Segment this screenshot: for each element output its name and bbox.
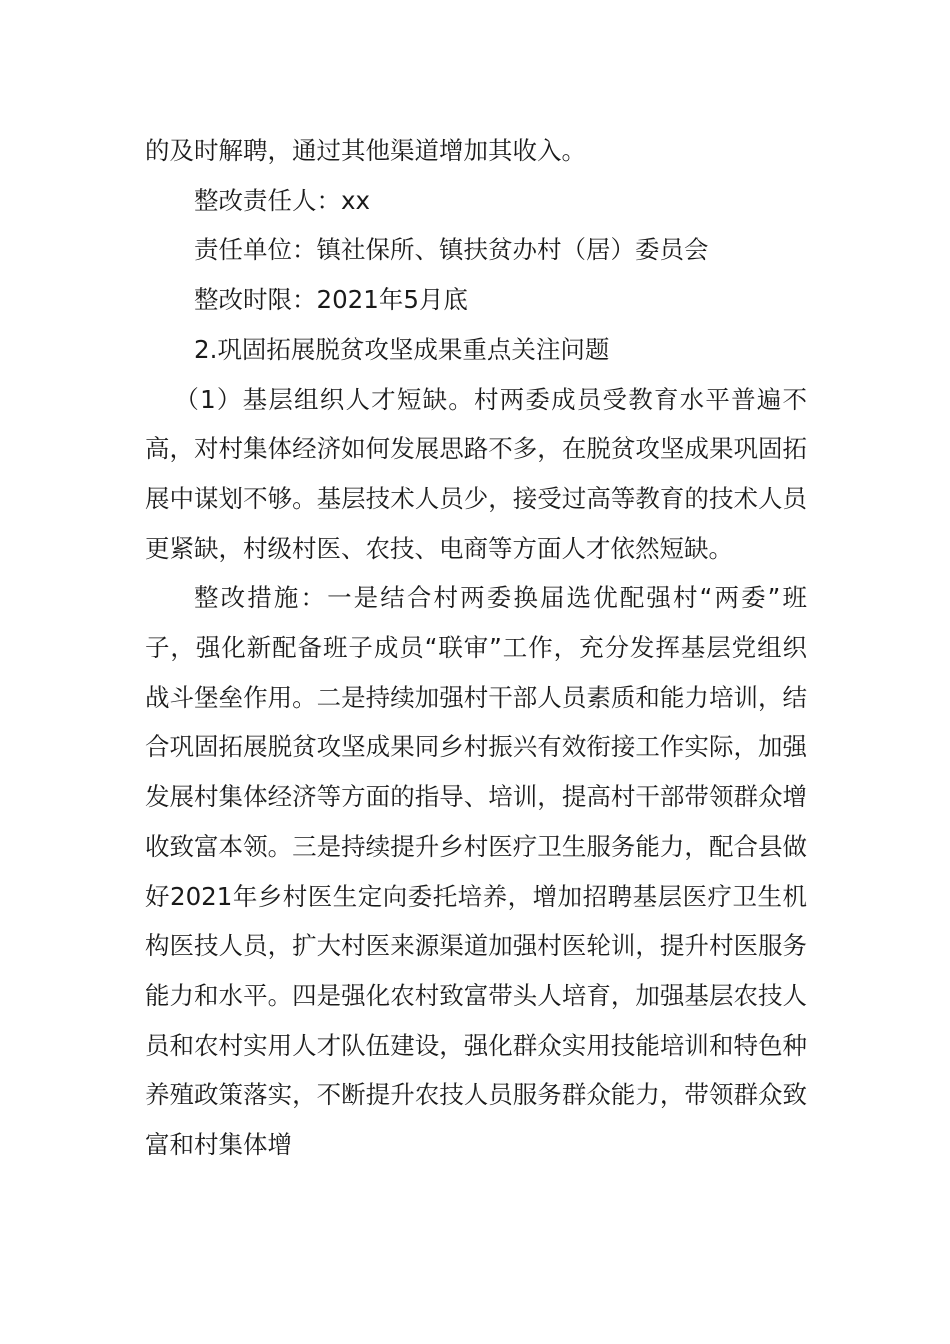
paragraph-issue: （1）基层组织人才短缺。村两委成员受教育水平普遍不高，对村集体经济如何发展思路不多，在脱贫攻坚成果巩固拓展中谋划不够。基层技术人员少，接受过高等教育的技术人员更紧缺，村级村医、农技、电商等方面人才依然短缺。 (145, 384, 807, 563)
paragraph-measures: 整改措施：一是结合村两委换届选优配强村“两委”班子，强化新配备班子成员“联审”工作，充分发挥基层党组织战斗堡垒作用。二是持续加强村干部人员素质和能力培训，结合巩固拓展脱贫攻坚成果同乡村振兴有效衔接工作实际，加强发展村集体经济等方面的指导、培训，提高村干部带领群众增收致富本领。三是持续提升乡村医疗卫生服务能力，配合县做好2021年乡村医生定向委托培养，增加招聘基层医疗卫生机构医技人员，扩大村医来源渠道加强村医轮训，提升村医服务能力和水平。四是强化农村致富带头人培育，加强基层农技人员和农村实用人才队伍建设，强化群众实用技能培训和特色种养殖政策落实，不断提升农技人员服务群众能力，带领群众致富和村集体增 (145, 583, 807, 1160)
paragraph-deadline: 整改时限：2021年5月底 (194, 285, 468, 315)
paragraph-responsible-person: 整改责任人：xx (194, 185, 370, 215)
paragraph-responsible-unit: 责任单位：镇社保所、镇扶贫办村（居）委员会 (194, 235, 709, 265)
document-body (145, 126, 807, 1170)
paragraph-continuation: 的及时解聘，通过其他渠道增加其收入。 (145, 136, 586, 165)
section-heading: 2.巩固拓展脱贫攻坚成果重点关注问题 (194, 334, 610, 364)
